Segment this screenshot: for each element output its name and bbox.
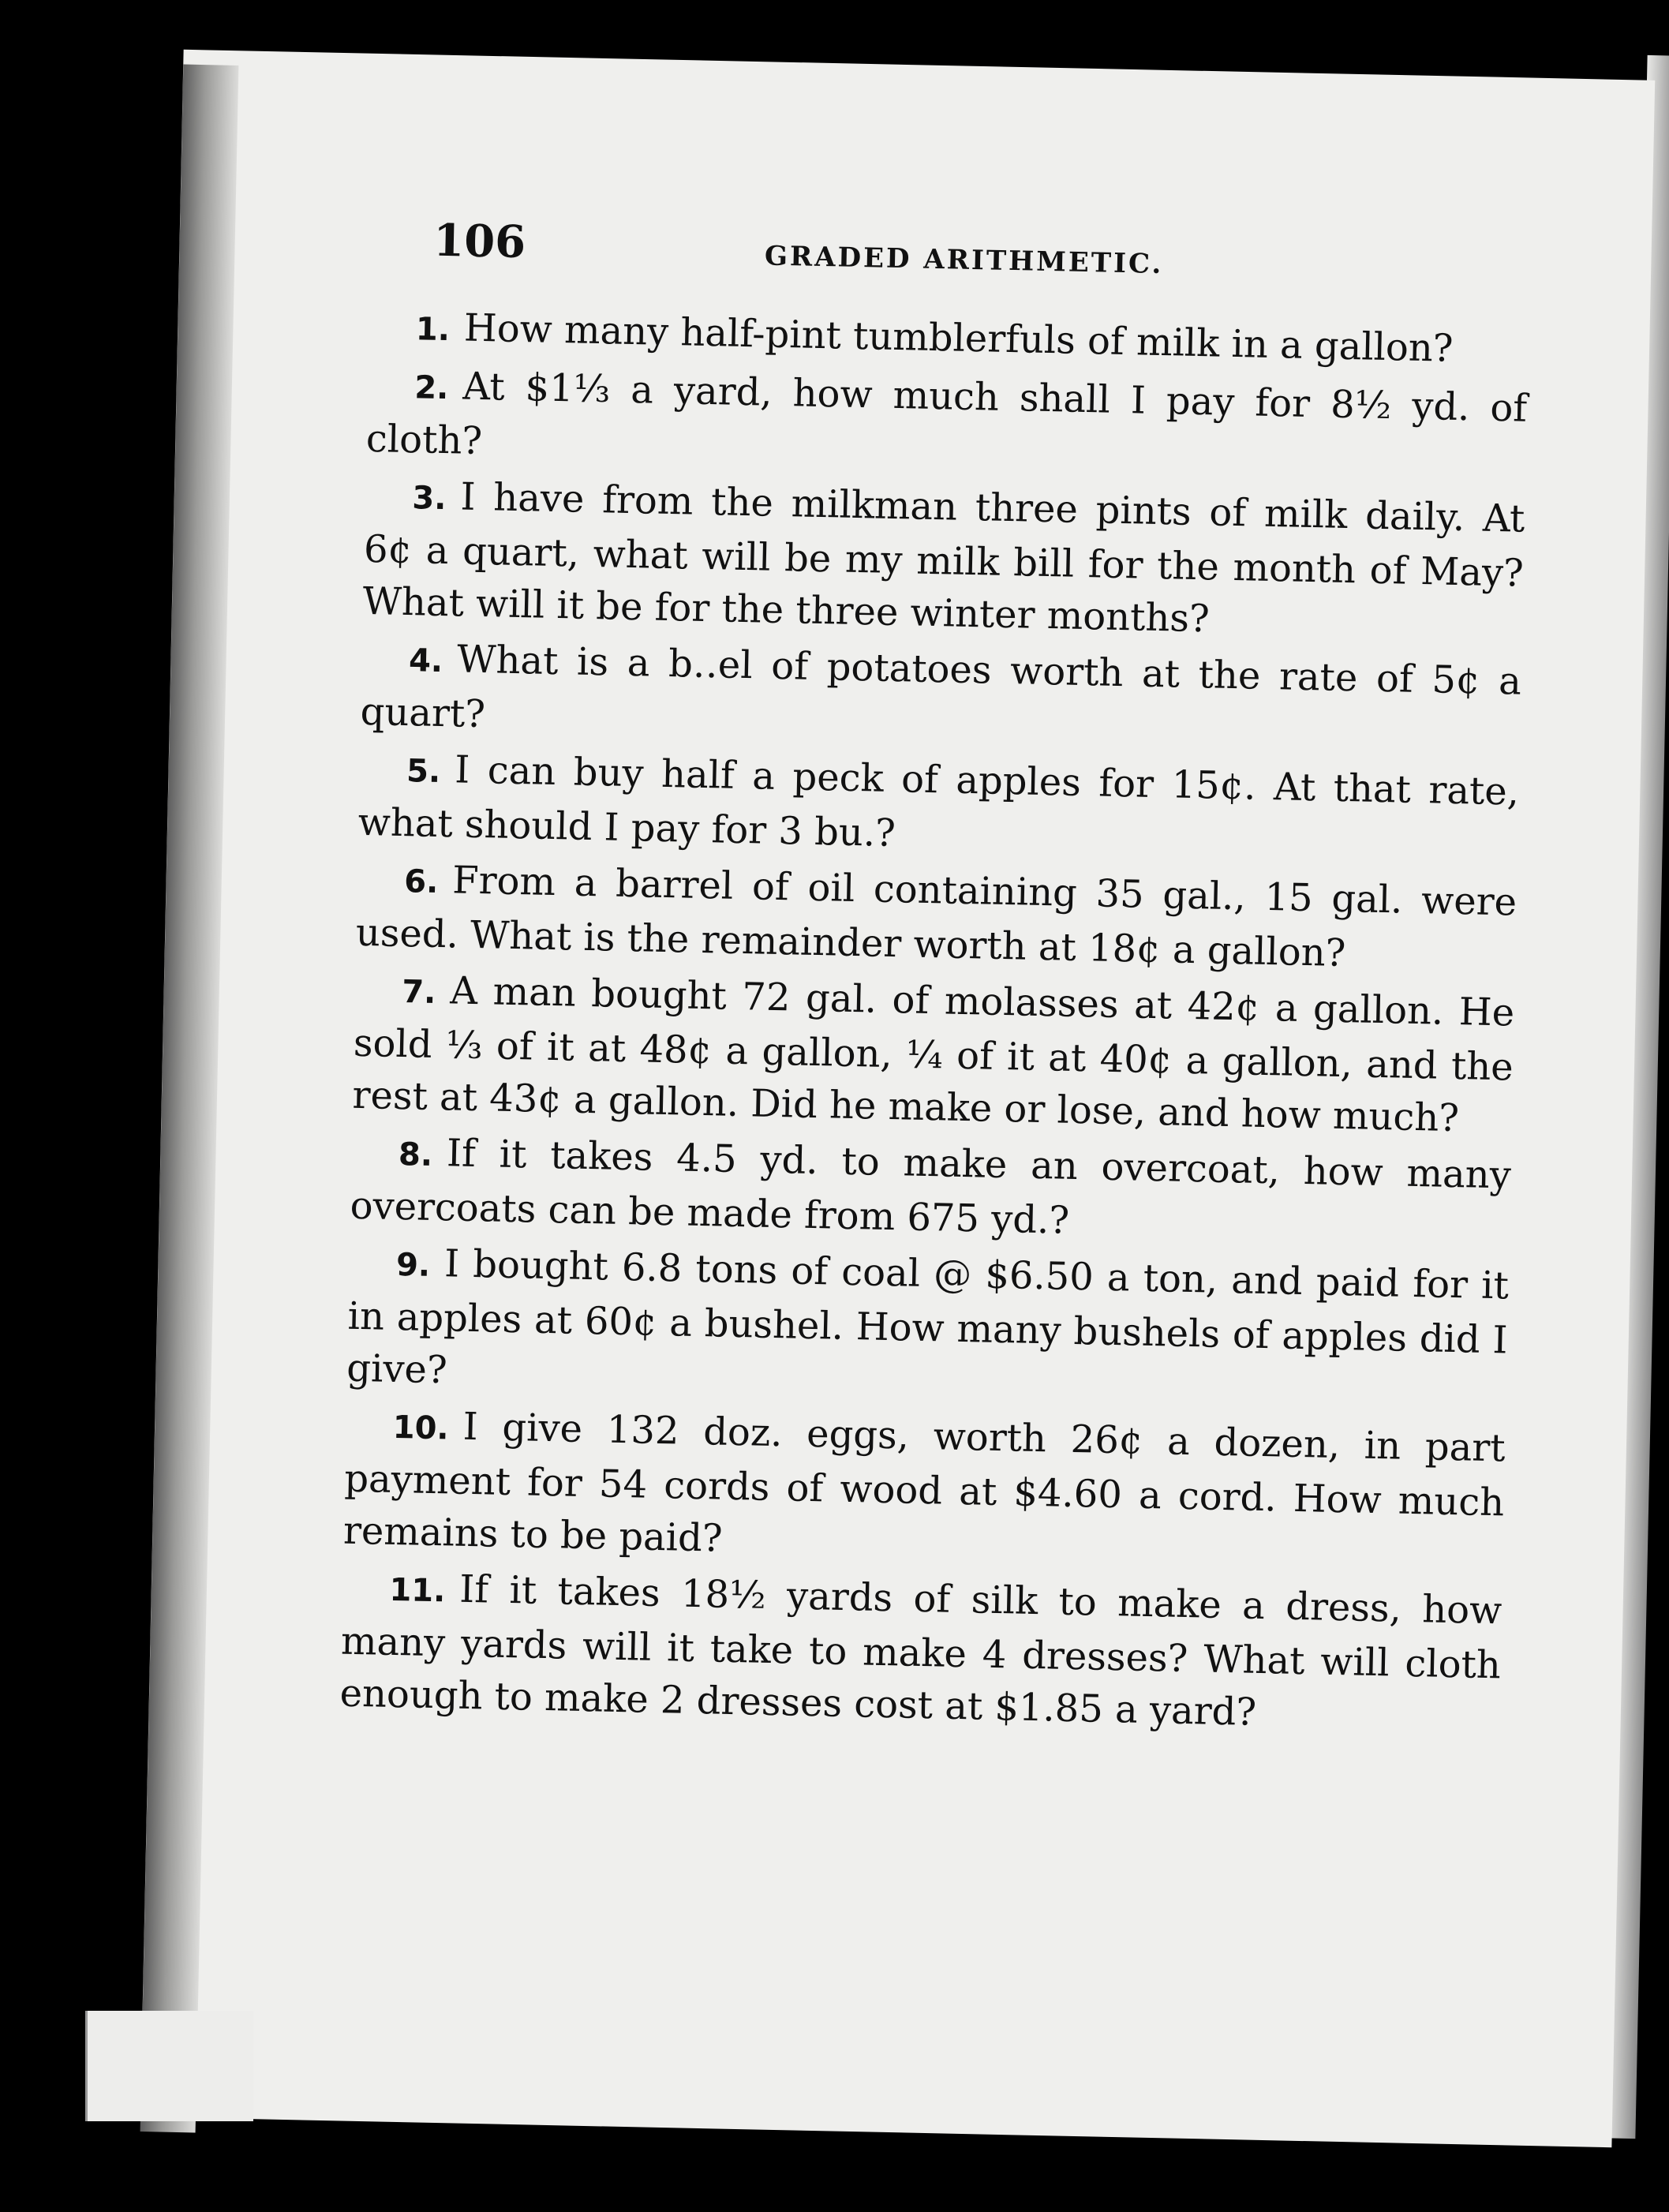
- problem-2: [365, 358, 1528, 489]
- problem-text: How many half-pint tumblerfuls of milk in a gallon?: [463, 305, 1454, 371]
- problem-text: What is a b‥el of potatoes worth at the rate of 5¢ a quart?: [360, 637, 1522, 737]
- problem-list: [339, 300, 1529, 1743]
- problem-number: 9.: [395, 1246, 431, 1284]
- problem-text: A man bought 72 gal. of molasses at 42¢ a gallon. He sold ⅓ of it at 48¢ a gallon, ¼ of it at 40¢ a gallon, and the rest at 43¢ a gallon. Did he make or lose, and how much?: [352, 968, 1515, 1141]
- problem-number: 2.: [414, 369, 449, 407]
- problem-number: 11.: [388, 1571, 446, 1610]
- problem-text: I can buy half a peck of apples for 15¢. At that rate, what should I pay for 3 bu.?: [357, 747, 1520, 856]
- problem-8: [350, 1125, 1512, 1256]
- page-corner-tab: [85, 2011, 253, 2121]
- problem-text: I give 132 doz. eggs, worth 26¢ a dozen, in part payment for 54 cords of wood at $4.60 a cord. How much remains to be paid?: [342, 1404, 1506, 1561]
- problem-number: 1.: [415, 311, 451, 349]
- problem-number: 3.: [411, 480, 447, 518]
- problem-number: 4.: [408, 642, 443, 680]
- problem-number: 7.: [401, 974, 436, 1011]
- problem-text: If it takes 18½ yards of silk to make a dress, how many yards will it take to make 4 dresses? What will cloth enough to make 2 dresses cost at $1.85 a yard?: [339, 1566, 1502, 1735]
- problem-text: I have from the milkman three pints of milk daily. At 6¢ a quart, what will be my milk bill for the month of May? What will it be for the three winter months?: [362, 474, 1525, 642]
- running-head: GRADED ARITHMETIC.: [764, 240, 1164, 281]
- problem-7: [352, 963, 1515, 1146]
- problem-text: From a barrel of oil containing 35 gal., 15 gal. were used. What is the remainder worth at 18¢ a gallon?: [355, 858, 1517, 976]
- problem-text: At $1⅓ a yard, how much shall I pay for 8½ yd. of cloth?: [365, 364, 1528, 464]
- problem-number: 8.: [398, 1136, 433, 1173]
- problem-4: [360, 631, 1522, 762]
- problem-5: [357, 742, 1520, 873]
- problem-11: [339, 1561, 1502, 1744]
- problem-text: If it takes 4.5 yd. to make an overcoat, how many overcoats can be made from 675 yd.?: [350, 1131, 1512, 1243]
- problem-3: [362, 469, 1525, 652]
- problem-number: 5.: [406, 753, 441, 790]
- page-number: 106: [432, 214, 526, 269]
- problem-9: [346, 1236, 1510, 1419]
- page-text-block: [339, 213, 1531, 1747]
- problem-number: 10.: [392, 1409, 450, 1447]
- problem-number: 6.: [403, 863, 439, 900]
- problem-6: [355, 852, 1517, 983]
- problem-text: I bought 6.8 tons of coal @ $6.50 a ton, and paid for it in apples at 60¢ a bushel. How many bushels of apples did I give?: [346, 1241, 1510, 1393]
- problem-10: [342, 1398, 1506, 1581]
